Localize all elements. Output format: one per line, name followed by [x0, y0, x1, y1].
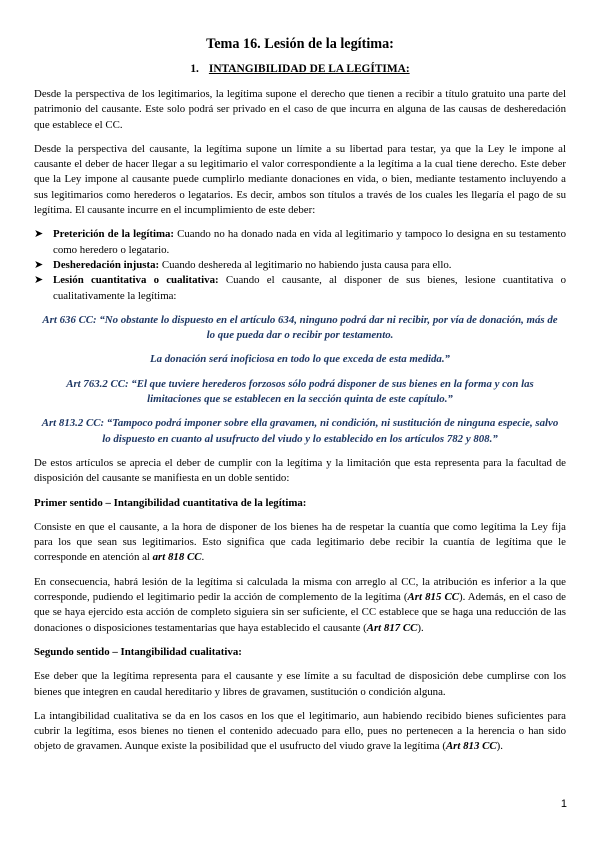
article-reference: Art 817 CC: [366, 621, 418, 634]
section-label: INTANGIBILIDAD DE LA LEGÍTIMA:: [208, 63, 410, 75]
text-run: La intangibilidad cualitativa se da en los casos en los que el legitimario, aun habiendo recibido bienes suficientes para cubrir la legítima, esos bienes no tienen el contenido adecuado para ello, pues no pertenecen a la herencia o han sido objeto de gravamen. Aunque existe la posibilidad que el usufructo del viudo grave la legítima (: [34, 709, 566, 753]
quote-art-636: Art 636 CC: “No obstante lo dispuesto en el artículo 634, ninguno podrá dar ni recibir, por vía de donación, más de lo que pueda dar o recibir por testamento.: [42, 313, 558, 342]
quote-art-636-cont: La donación será inoficiosa en todo lo que exceda de esta medida.”: [150, 353, 450, 366]
bullet-text: Cuando deshereda al legitimario no habiendo justa causa para ello.: [159, 258, 452, 271]
bullet-term: Preterición de la legítima:: [53, 228, 175, 241]
text-run: ).: [496, 740, 503, 753]
paragraph-causante: Desde la perspectiva del causante, la legítima supone un límite a su libertad para testar, ya que la Ley le impone al causante el deber de hacer llegar a su legitimario el valor correspondiente a la legítima a la cual tiene derecho. Este deber que la Ley impone al causante puede cumplirlo mediante donaciones en vida, o bien, mediante testamento incluyendo a sus legitimarios como herederos o legatarios. Es decir, ambos son títulos a través de los cuales les llegaría el pago de su legítima. El causante incurre en el incumplimiento de este deber:: [34, 142, 566, 217]
paragraph-cuantitativa: [34, 520, 566, 566]
article-reference: Art 815 CC: [407, 591, 459, 604]
text-run: Consiste en que el causante, a la hora de disponer de los bienes ha de respetar la cuantía que como legítima la Ley fija para los que sean sus legitimarios. Esto significa que cada legitimario debe recibir la cuantía de legítima que le corresponde en atención al: [34, 520, 566, 564]
subheading-segundo-sentido: Segundo sentido – Intangibilidad cualitativa:: [34, 645, 242, 658]
text-run: ).: [417, 621, 424, 634]
bullet-term: Lesión cuantitativa o cualitativa:: [53, 274, 219, 287]
arrow-bullet-icon: ➤: [34, 274, 44, 287]
bullet-item: [34, 227, 566, 258]
paragraph-doble-sentido: De estos artículos se aprecia el deber de cumplir con la legítima y la limitación que esta representa para la facultad de disposición del causante se manifiesta en un doble sentido:: [34, 456, 566, 485]
bullet-list: [34, 227, 566, 303]
arrow-bullet-icon: ➤: [34, 228, 44, 241]
paragraph-consecuencia: [34, 575, 566, 636]
bullet-item: [34, 258, 566, 273]
bullet-item: [34, 273, 566, 304]
page-title: Tema 16. Lesión de la legítima:: [206, 36, 394, 52]
quote-art-763: Art 763.2 CC: “El que tuviere herederos forzosos sólo podrá disponer de sus bienes en la forma y con las limitaciones que se establecen en la sección quinta de este capítulo.”: [66, 377, 534, 406]
paragraph-cualitativa: [34, 709, 566, 755]
bullet-term: Desheredación injusta:: [53, 258, 160, 271]
bullet-text: Cuando el causante, al disponer de sus bienes, lesione cuantitativa o cualitativamente la legítima:: [53, 274, 566, 302]
quote-art-813: Art 813.2 CC: “Tampoco podrá imponer sobre ella gravamen, ni condición, ni sustitución de ninguna especie, salvo lo dispuesto en cuanto al usufructo del viudo y lo establecido en los artículos 782 y 808.”: [41, 417, 559, 445]
subheading-primer-sentido: Primer sentido – Intangibilidad cuantitativa de la legítima:: [34, 496, 307, 509]
section-number: 1.: [190, 63, 199, 75]
page-content: [34, 36, 566, 764]
text-run: .: [201, 551, 205, 564]
page-number: 1: [560, 798, 567, 810]
arrow-bullet-icon: ➤: [34, 258, 44, 271]
text-run: ). Además, en el caso de que se haya ejercido esta acción de completo siguiera sin ser suficiente, el CC establece que se haga una reducción de las donaciones o disposiciones testamentarias que haya establecido el causante (: [34, 591, 566, 634]
article-reference: art 818 CC: [152, 551, 202, 564]
paragraph-legitimarios: Desde la perspectiva de los legitimarios, la legítima supone el derecho que tienen a recibir a título gratuito una parte del patrimonio del causante. Este solo podrá ser privado en el caso de que incurra en alguna de las causas de desheredación que establece el CC.: [34, 88, 566, 131]
text-run: En consecuencia, habrá lesión de la legítima si calculada la misma con arreglo al CC, la atribución es inferior a la que corresponde, pudiendo el legitimario pedir la acción de complemento de la legítima (: [34, 575, 566, 604]
paragraph-deber: Ese deber que la legítima representa para el causante y ese límite a su facultad de disposición debe cumplirse con los bienes que integren en caudal hereditario y libres de gravamen, sustitución o condición alguna.: [34, 670, 566, 698]
section-heading: [34, 63, 566, 75]
bullet-text: Cuando no ha donado nada en vida al legitimario y tampoco lo designa en su testamento como heredero o legatario.: [53, 228, 566, 256]
article-reference: Art 813 CC: [445, 740, 497, 753]
